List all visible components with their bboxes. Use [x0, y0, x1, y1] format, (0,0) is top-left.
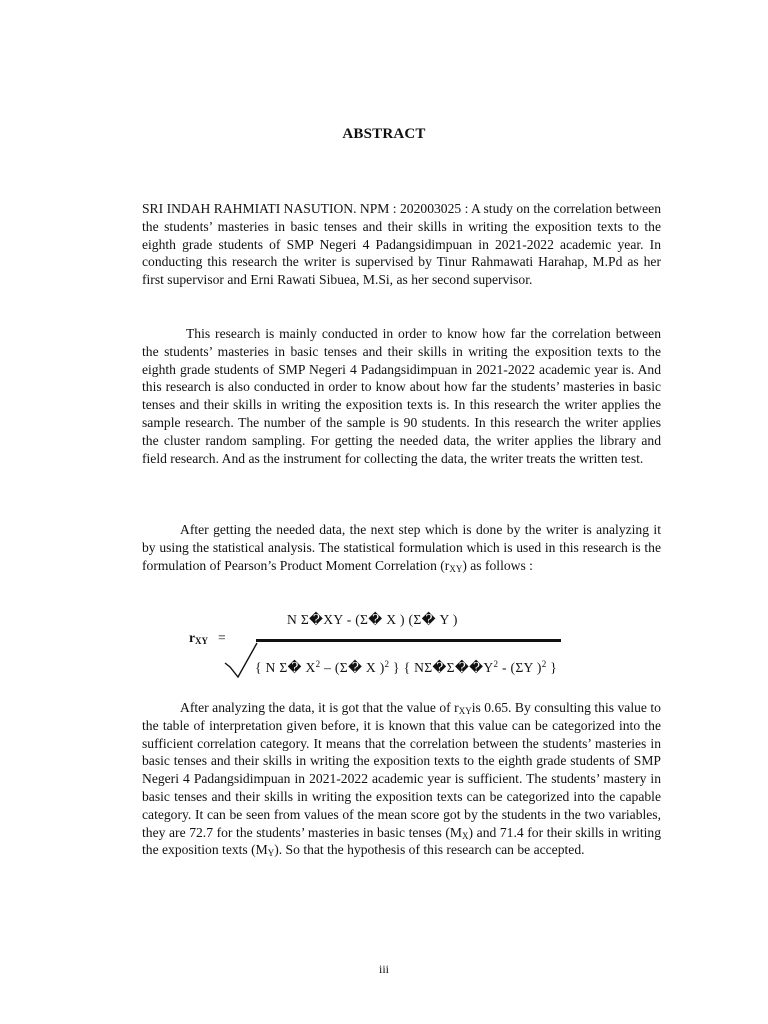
paragraph-2-subscript: XY [449, 563, 463, 574]
denominator-sup-b: 2 [384, 659, 390, 669]
denominator-part-e: } [546, 660, 558, 675]
fraction-bar [256, 639, 561, 642]
paragraph-3-part-a: After analyzing the data, it is got that the value of r [180, 700, 459, 715]
paragraph-3-part-b: is 0.65. By consulting this value to the table of interpretation given before, it is known that this value can be categorized into the sufficient correlation category. It means that the correlation between the students’ masteries in basic tenses and their skills in writing the exposition texts to the eighth grade students of SMP Negeri 4 Padangsidimpuan in 2021-2022 academic year is sufficient. The students’ mastery in basic tenses and their skills in writing the exposition texts can be categorized into the capable category. It can be seen from values of the mean score got by the students in the two variables, they are 72.7 for the students’ masteries in basic tenses (M [142, 700, 661, 840]
denominator-sup-d: 2 [541, 659, 547, 669]
paragraph-3-part-c: ) and 71.4 for their skills in writing the exposition texts (M [142, 824, 662, 858]
denominator-sup-a: 2 [315, 659, 321, 669]
author-intro-paragraph: SRI INDAH RAHMIATI NASUTION. NPM : 202003025 : A study on the correlation between the students’ masteries in basic tenses and their skills in writing the exposition texts to the eighth grade students of SMP Negeri 4 Padangsidimpuan in 2021-2022 academic year. In conducting this research the writer is supervised by Tinur Rahmawati Harahap, M.Pd as her first supervisor and Erni Rawati Sibuea, M.Si, as her second supervisor. [142, 201, 661, 288]
paragraph-3-sub-b: X [462, 830, 469, 841]
paragraph-2-end: ) as follows : [462, 557, 533, 573]
page-title: ABSTRACT [342, 126, 426, 142]
abstract-paragraph-3 [142, 699, 661, 859]
square-root-icon [224, 642, 258, 678]
formula-lhs [189, 630, 226, 646]
page-number: iii [378, 962, 389, 976]
denominator-part-c: } { NΣ�Σ��Y [389, 660, 494, 675]
abstract-paragraph-1: This research is mainly conducted in order to know how far the correlation between the students’ masteries in basic tenses and their skills in writing the exposition texts to the eighth grade students of SMP Negeri 4 Padangsidimpuan in 2021-2022 academic year is. And this research is also conducted in order to know about how far the students’ masteries in basic tenses and their skills in writing the exposition texts is. In this research the writer applies the sample research. The number of the sample is 90 students. In this research the writer applies the cluster random sampling. For getting the needed data, the writer applies the library and field research. And as the instrument for collecting the data, the writer treats the written test. [142, 326, 661, 466]
formula-lhs-subscript: XY [195, 636, 209, 646]
formula-lhs-symbol: r [189, 630, 196, 645]
paragraph-3-sub-a: XY [458, 706, 472, 716]
denominator-part-a: { N Σ� X [255, 660, 316, 675]
formula-denominator [255, 660, 557, 676]
abstract-paragraph-2 [142, 521, 661, 574]
denominator-part-b: – (Σ� X ) [320, 660, 385, 675]
denominator-sup-c: 2 [493, 659, 499, 669]
formula-numerator: N Σ�XY - (Σ� X ) (Σ� Y ) [287, 612, 458, 627]
paragraph-2-text: After getting the needed data, the next step which is done by the writer is analyzing it by using the statistical analysis. The statistical formulation which is used in this research is the formulation of Pearson’s Product Moment Correlation (r [142, 522, 661, 573]
formula-equals: = [218, 630, 226, 645]
denominator-part-d: - (ΣY ) [498, 660, 542, 675]
paragraph-3-part-d: ). So that the hypothesis of this research can be accepted. [274, 842, 585, 858]
pearson-formula [180, 606, 600, 686]
paragraph-3-sub-c: Y [267, 848, 275, 859]
